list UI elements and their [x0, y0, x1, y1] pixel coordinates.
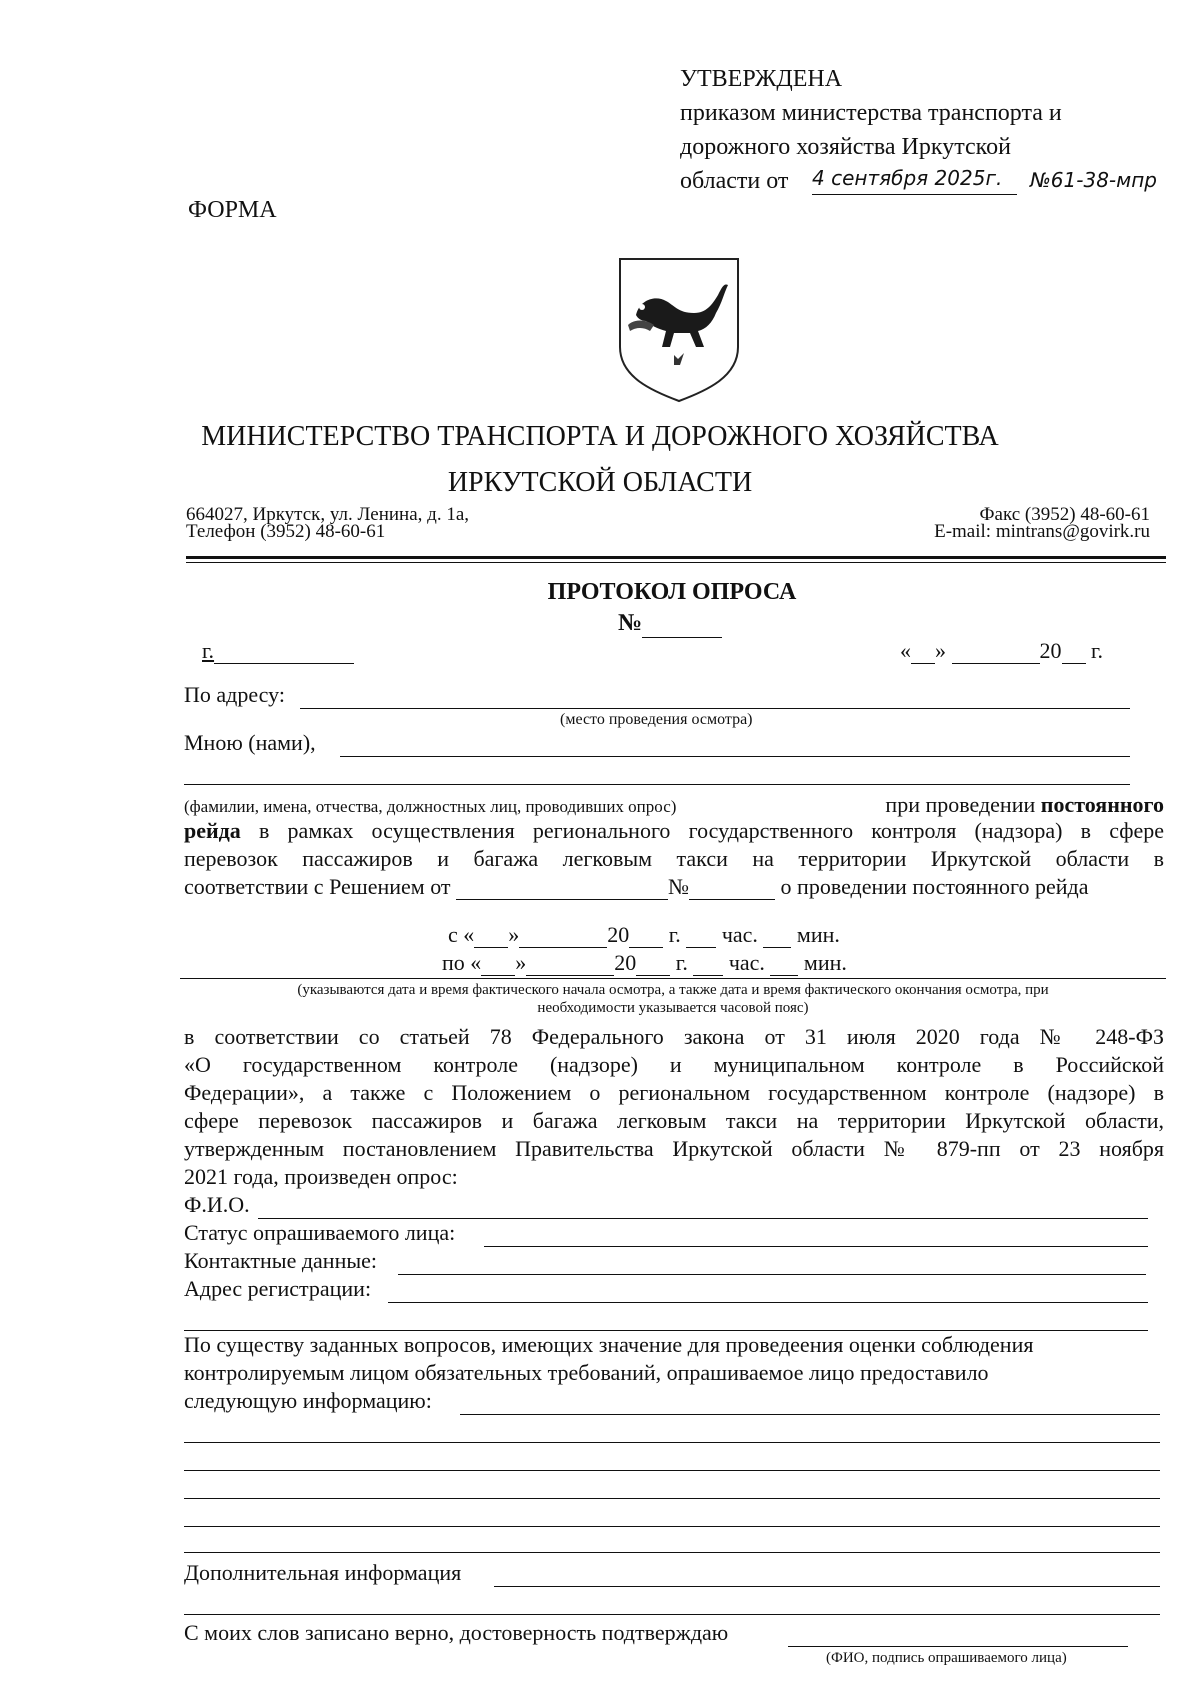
to-close-quote: »	[515, 950, 527, 975]
contacts-field[interactable]	[398, 1274, 1146, 1275]
date-month-field[interactable]	[952, 639, 1040, 664]
raid-line-2	[184, 818, 1164, 844]
to-month-field[interactable]	[526, 951, 614, 976]
to-year-field[interactable]	[636, 951, 670, 976]
to-hour-label: час.	[728, 950, 765, 975]
approval-line-2: дорожного хозяйства Иркутской	[680, 134, 1011, 160]
from-hour-label: час.	[721, 922, 758, 947]
from-year-suffix: г.	[668, 922, 681, 947]
additional-field-2[interactable]	[184, 1614, 1160, 1615]
to-year-prefix: 20	[614, 950, 637, 975]
approval-heading: УТВЕРЖДЕНА	[680, 66, 843, 92]
ministry-email: E-mail: mintrans@govirk.ru	[934, 521, 1150, 542]
form-label: ФОРМА	[188, 197, 277, 223]
city-label: г.	[202, 638, 215, 663]
from-month-field[interactable]	[519, 923, 607, 948]
info-field-5[interactable]	[184, 1526, 1160, 1527]
by-me-field[interactable]	[340, 756, 1130, 757]
legal-line-1: в соответствии со статьей 78 Федерального закона от 31 июля 2020 года № 248-ФЗ	[184, 1024, 1164, 1049]
to-day-field[interactable]	[481, 951, 515, 976]
from-year-field[interactable]	[629, 923, 663, 948]
from-close-quote: »	[508, 922, 520, 947]
officials-field[interactable]	[184, 784, 1130, 785]
date-open-quote: «	[900, 638, 911, 663]
protocol-number-field[interactable]	[642, 613, 722, 638]
time-from-row	[448, 922, 840, 948]
legal-line-6: 2021 года, произведен опрос:	[184, 1164, 458, 1189]
fio-field[interactable]	[258, 1218, 1148, 1219]
date-year-prefix: 20	[1039, 638, 1062, 663]
time-caption-2: необходимости указывается часовой пояс)	[537, 1000, 809, 1016]
from-day-field[interactable]	[474, 923, 508, 948]
status-label: Статус опрашиваемого лица:	[184, 1220, 456, 1245]
decision-suffix: о проведении постоянного рейда	[780, 874, 1089, 899]
to-min-label: мин.	[803, 950, 847, 975]
fio-label: Ф.И.О.	[184, 1192, 250, 1217]
raid-line-2-text: в рамках осуществления регионального государственного контроля (надзора) в сфере	[259, 818, 1165, 843]
signature-field[interactable]	[788, 1646, 1128, 1647]
date-day-field[interactable]	[911, 639, 935, 664]
time-caption-1: (указываются дата и время фактического начала осмотра, а также дата и время фактического окончания осмотра, при	[297, 982, 1049, 998]
info-label: следующую информацию:	[184, 1388, 432, 1413]
handwritten-approval-number: №61-38-мпр	[1030, 168, 1157, 192]
address-label: По адресу:	[184, 682, 285, 707]
protocol-title: ПРОТОКОЛ ОПРОСА	[547, 579, 797, 605]
protocol-number	[618, 608, 722, 638]
coat-of-arms-icon	[614, 255, 744, 405]
handwritten-approval-date: 4 сентября 2025г.	[812, 166, 1017, 195]
approval-date-prefix: области от	[680, 168, 789, 194]
raid-line-3: перевозок пассажиров и багажа легковым такси на территории Иркутской области в	[184, 846, 1164, 871]
decision-number-field[interactable]	[689, 875, 775, 900]
legal-line-4: сфере перевозок пассажиров и багажа легковым такси на территории Иркутской области,	[184, 1108, 1164, 1133]
date-year-field[interactable]	[1062, 639, 1086, 664]
signature-caption: (ФИО, подпись опрашиваемого лица)	[826, 1650, 1067, 1666]
approval-line-3	[680, 166, 788, 196]
legal-line-3: Федерации», а также с Положением о региональном государственном контроле (надзоре) в	[184, 1080, 1164, 1105]
officials-caption: (фамилии, имена, отчества, должностных лиц, проводивших опрос)	[184, 797, 677, 816]
time-from-label: с «	[448, 922, 475, 947]
to-hour-field[interactable]	[693, 951, 723, 976]
ministry-fax: Факс (3952) 48-60-61	[979, 504, 1150, 525]
raid-bold-word: постоянного	[1040, 792, 1164, 817]
protocol-number-label: №	[618, 610, 643, 636]
from-year-prefix: 20	[607, 922, 630, 947]
info-field-3[interactable]	[184, 1470, 1160, 1471]
ministry-name-line-2: ИРКУТСКОЙ ОБЛАСТИ	[447, 467, 753, 498]
city-field[interactable]	[214, 639, 354, 664]
by-me-label: Мною (нами),	[184, 730, 316, 755]
time-to-row	[442, 950, 847, 976]
date-year-suffix: г.	[1091, 638, 1104, 663]
additional-label: Дополнительная информация	[184, 1560, 462, 1585]
info-field-6[interactable]	[184, 1552, 1160, 1553]
header-divider-thick	[186, 556, 1166, 559]
raid-line-1	[184, 792, 1164, 818]
header-divider-thin	[186, 562, 1166, 563]
time-divider	[180, 978, 1166, 979]
confirm-label: С моих слов записано верно, достоверность подтверждаю	[184, 1620, 729, 1645]
to-min-field[interactable]	[770, 951, 798, 976]
additional-field[interactable]	[494, 1586, 1160, 1587]
info-field-2[interactable]	[184, 1442, 1160, 1443]
approval-line-1: приказом министерства транспорта и	[680, 100, 1062, 126]
contacts-label: Контактные данные:	[184, 1248, 377, 1273]
reg-address-field[interactable]	[388, 1302, 1148, 1303]
address-field[interactable]	[300, 708, 1130, 709]
raid-line-4	[184, 874, 1088, 900]
ministry-phone: Телефон (3952) 48-60-61	[186, 521, 386, 542]
reg-address-label: Адрес регистрации:	[184, 1276, 372, 1301]
to-year-suffix: г.	[675, 950, 688, 975]
raid-bold-word-2: рейда	[184, 818, 241, 843]
legal-line-2: «О государственном контроле (надзоре) и муниципальном контроле в Российской	[184, 1052, 1164, 1077]
date-close-quote: »	[935, 638, 946, 663]
status-field[interactable]	[484, 1246, 1148, 1247]
info-line-1: По существу заданных вопросов, имеющих значение для проведеения оценки соблюдения	[184, 1332, 1034, 1357]
reg-address-field-2[interactable]	[184, 1330, 1148, 1331]
ministry-address: 664027, Иркутск, ул. Ленина, д. 1а,	[186, 504, 470, 525]
protocol-date	[900, 638, 1103, 664]
info-field-4[interactable]	[184, 1498, 1160, 1499]
city-row	[202, 638, 354, 664]
from-min-field[interactable]	[763, 923, 791, 948]
info-field-1[interactable]	[460, 1414, 1160, 1415]
decision-date-field[interactable]	[456, 875, 668, 900]
raid-text: при проведении	[885, 792, 1036, 817]
decision-no-label: №	[668, 874, 690, 899]
decision-label: соответствии с Решением от	[184, 874, 451, 899]
legal-line-5: утвержденным постановлением Правительства Иркутской области № 879-пп от 23 ноября	[184, 1136, 1164, 1161]
ministry-name-line-1: МИНИСТЕРСТВО ТРАНСПОРТА И ДОРОЖНОГО ХОЗЯЙСТВА	[201, 421, 999, 452]
from-hour-field[interactable]	[686, 923, 716, 948]
from-min-label: мин.	[796, 922, 840, 947]
time-to-label: по «	[442, 950, 482, 975]
info-line-2: контролируемым лицом обязательных требований, опрашиваемое лицо предоставило	[184, 1360, 989, 1385]
address-caption: (место проведения осмотра)	[560, 711, 753, 728]
